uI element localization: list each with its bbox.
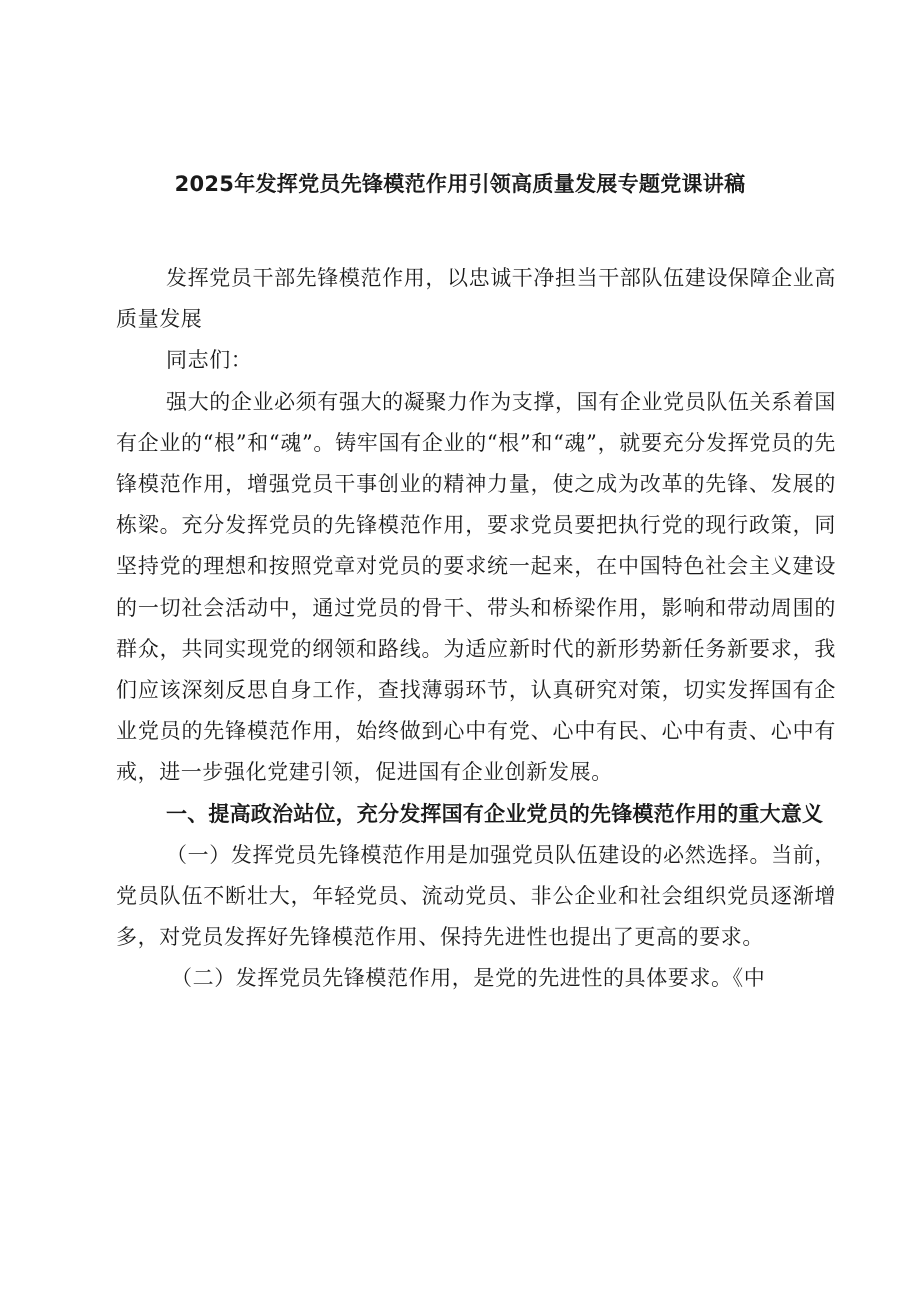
point-paragraph: （一）发挥党员先锋模范作用是加强党员队伍建设的必然选择。当前，党员队伍不断壮大，年轻党员、流动党员、非公企业和社会组织党员逐渐增多，对党员发挥好先锋模范作用、保持先进性也提出了更高的要求。 [116,842,836,950]
intro-paragraph: 强大的企业必须有强大的凝聚力作为支撑，国有企业党员队伍关系着国有企业的“根”和“魂”。铸牢国有企业的“根”和“魂”，就要充分发挥党员的先锋模范作用，增强党员干事创业的精神力量，使之成为改革的先锋、发展的栋梁。充分发挥党员的先锋模范作用，要求党员要把执行党的现行政策，同坚持党的理想和按照党章对党员的要求统一起来，在中国特色社会主义建设的一切社会活动中，通过党员的骨干、带头和桥梁作用，影响和带动周围的群众，共同实现党的纲领和路线。为适应新时代的新形势新任务新要求，我们应该深刻反思自身工作，查找薄弱环节，认真研究对策，切实发挥国有企业党员的先锋模范作用，始终做到心中有党、心中有民、心中有责、心中有戒，进一步强化党建引领，促进国有企业创新发展。 [116,389,836,785]
section-heading: 一、提高政治站位，充分发挥国有企业党员的先锋模范作用的重大意义 [166,801,824,826]
document-title: 2025年发挥党员先锋模范作用引领高质量发展专题党课讲稿 [174,172,746,196]
salutation: 同志们： [166,348,253,373]
point-paragraph: （二）发挥党员先锋模范作用，是党的先进性的具体要求。《中 [171,966,766,991]
subtitle-paragraph: 发挥党员干部先锋模范作用，以忠诚干净担当干部队伍建设保障企业高质量发展 [116,266,836,332]
document-body [116,258,836,1000]
